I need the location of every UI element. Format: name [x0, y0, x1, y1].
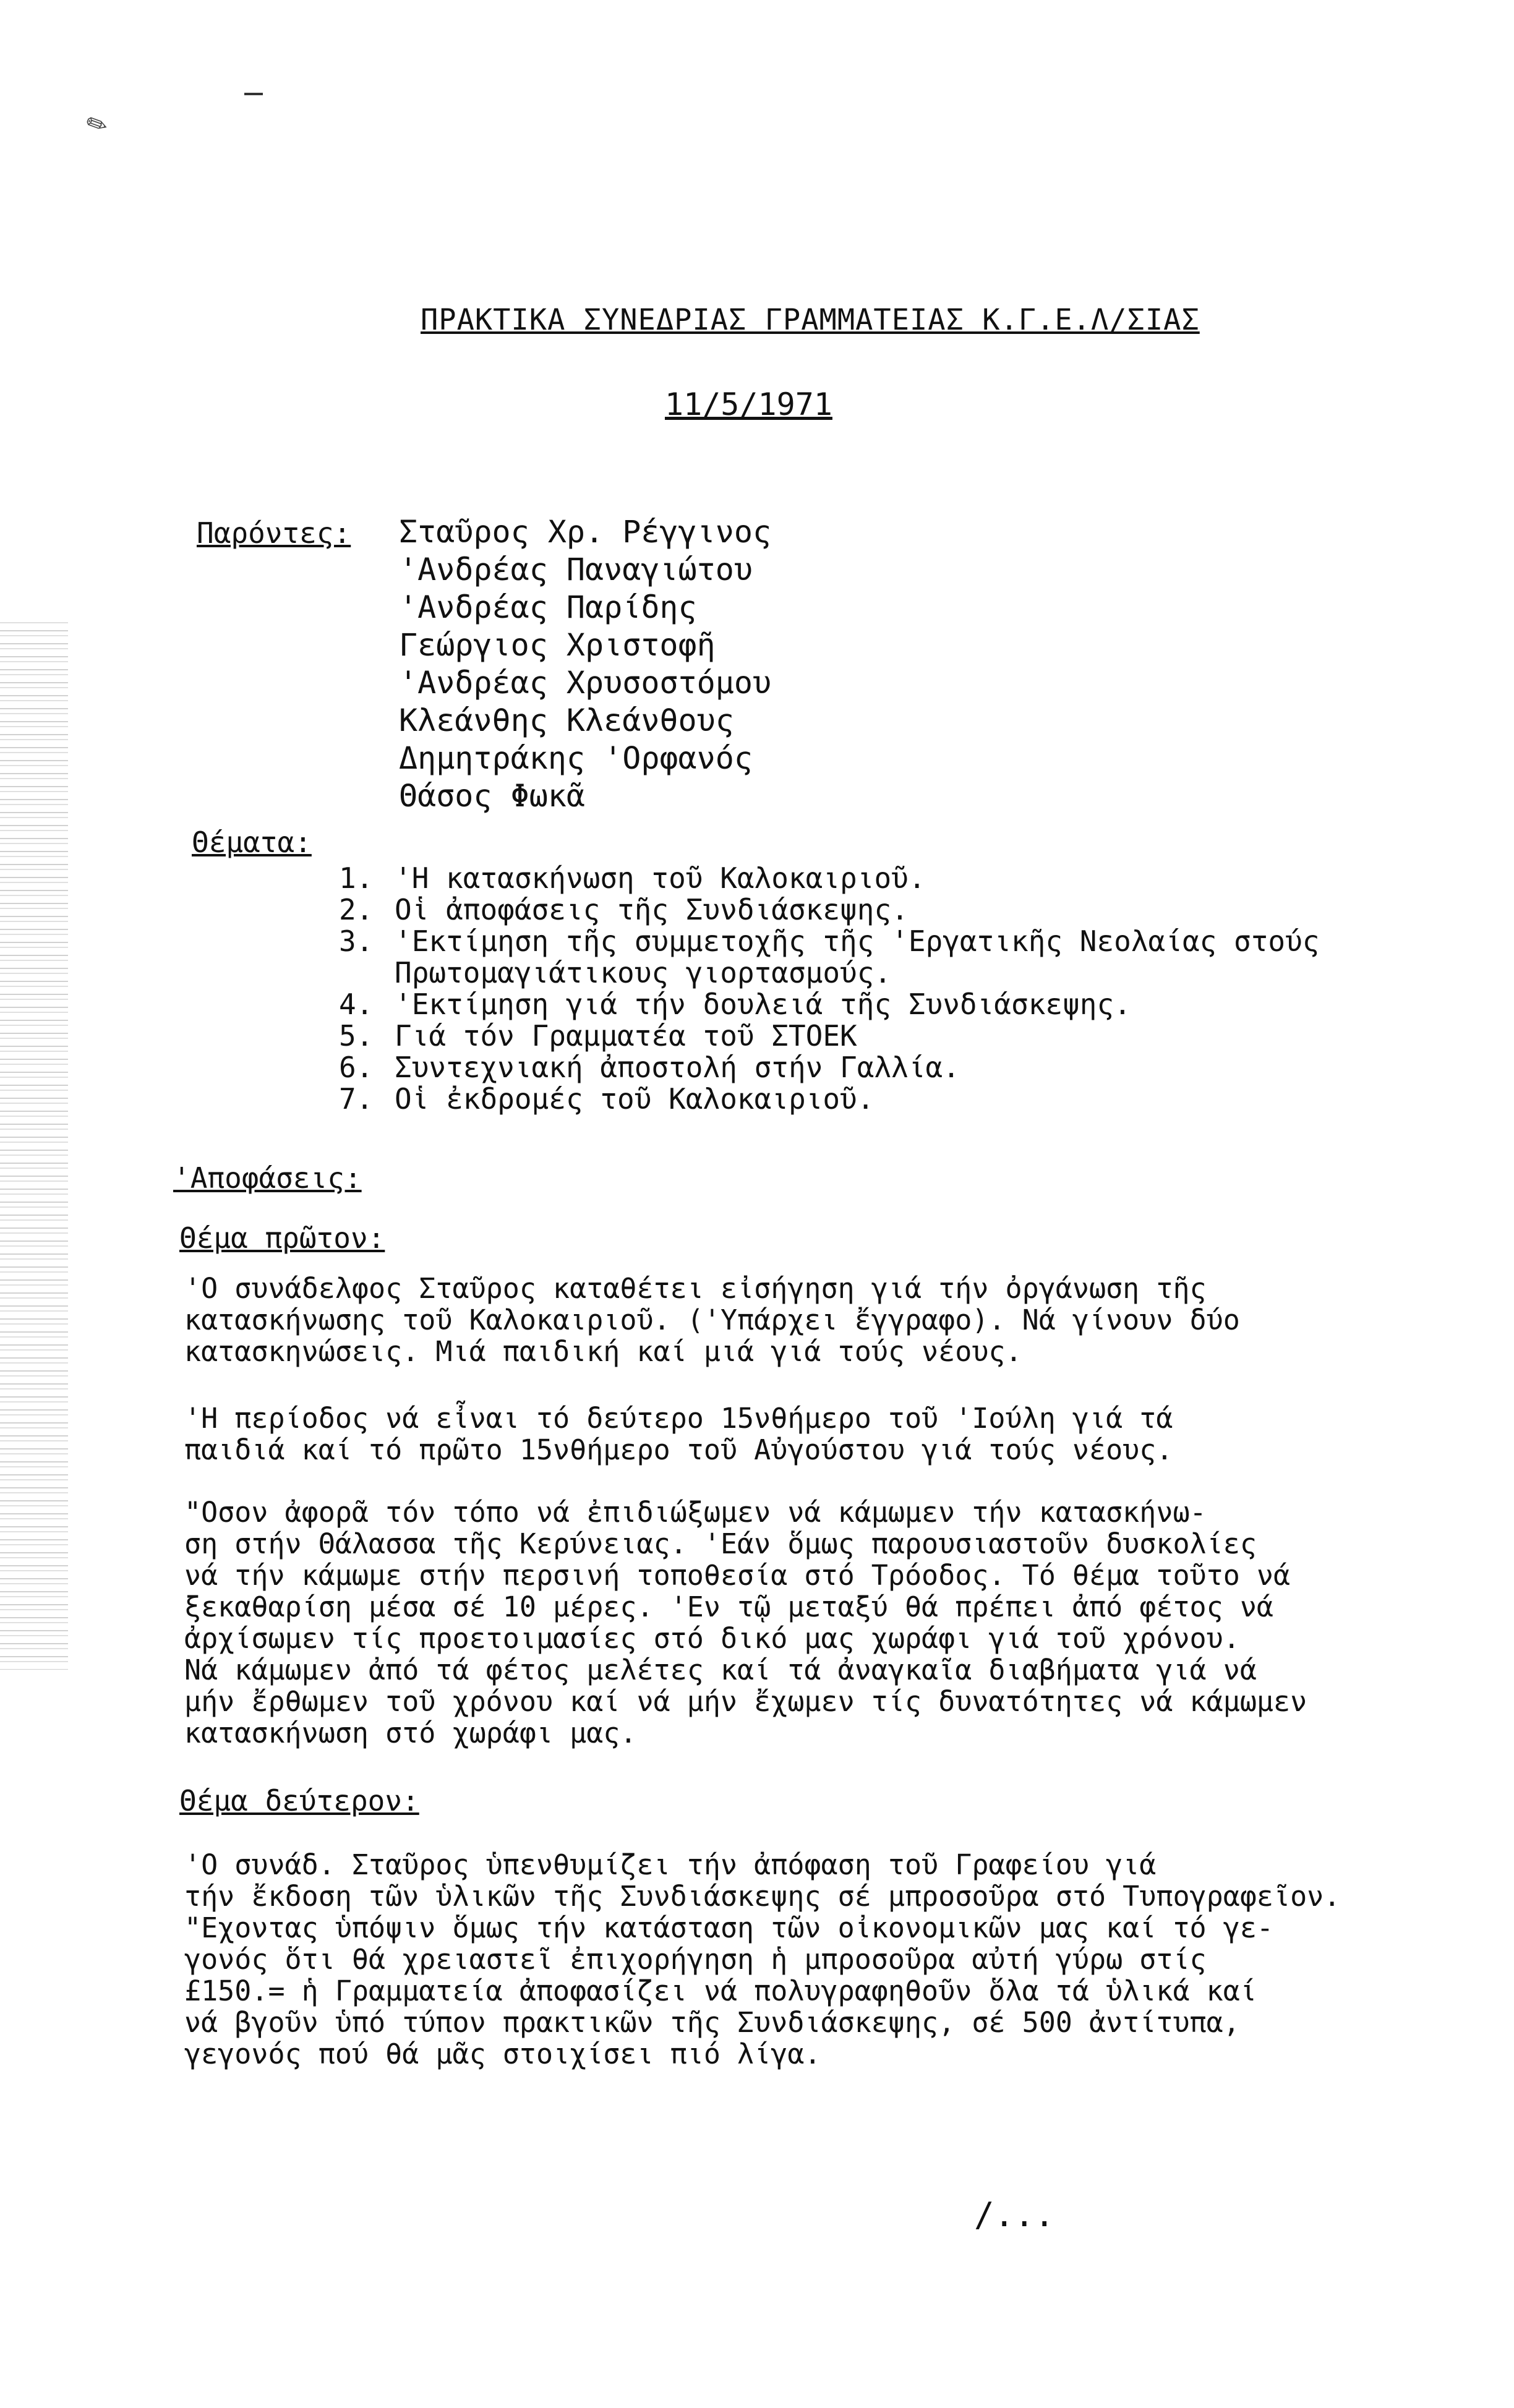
- scan-dash-mark: [244, 93, 263, 95]
- handwritten-mark: ✎: [80, 103, 112, 143]
- decisions-label: 'Αποφάσεις:: [173, 1161, 362, 1195]
- attendee: Θάσος Φωκᾶ: [399, 778, 586, 814]
- topic-item: 6. Συντεχνιακή ἀποστολή στήν Γαλλία.: [339, 1051, 960, 1084]
- topics-label: Θέματα:: [192, 826, 312, 859]
- scan-edge-noise: [0, 618, 68, 1670]
- attendee: Δημητράκης 'Ορφανός: [399, 740, 753, 776]
- attendee: 'Ανδρέας Παρίδης: [399, 589, 697, 625]
- continuation-mark: /...: [974, 2195, 1055, 2234]
- paragraph-conference-materials: 'Ο συνάδ. Σταῦρος ὑπενθυμίζει τήν ἀπόφαση τοῦ Γραφείου γιά τήν ἔκδοση τῶν ὑλικῶν τῆς Συνδιάσκεψης σέ μπροσοῦρα στό Τυπογραφεῖον. "Εχοντας ὑπόψιν ὅμως τήν κατάσταση τῶν οἰκονομικῶν μας καί τό γε- γονός ὅτι θά χρειαστεῖ ἐπιχορήγηση ἡ μπροσοῦρα αὐτή γύρω στίς £150.= ἡ Γραμματεία ἀποφασίζει νά πολυγραφηθοῦν ὅλα τά ὑλικά καί νά βγοῦν ὑπό τύπον πρακτικῶν τῆς Συνδιάσκεψης, σέ 500 ἀντίτυπα, γεγονός πού θά μᾶς στοιχίσει πιό λίγα.: [184, 1848, 1341, 2070]
- topic-item: 5. Γιά τόν Γραμματέα τοῦ ΣΤΟΕΚ: [339, 1019, 857, 1052]
- attendee: 'Ανδρέας Παναγιώτου: [399, 552, 753, 587]
- attendee: Κλεάνθης Κλεάνθους: [399, 702, 734, 738]
- topic-item: 1. 'Η κατασκήνωση τοῦ Καλοκαιριοῦ.: [339, 861, 926, 895]
- document-title: ΠΡΑΚΤΙΚΑ ΣΥΝΕΔΡΙΑΣ ΓΡΑΜΜΑΤΕΙΑΣ Κ.Γ.Ε.Λ/ΣΙΑΣ: [421, 303, 1200, 337]
- present-label: Παρόντες:: [197, 516, 351, 550]
- attendee: Γεώργιος Χριστοφῆ: [399, 627, 716, 663]
- topics-list: [339, 863, 1320, 1115]
- attendee: 'Ανδρέας Χρυσοστόμου: [399, 665, 772, 701]
- topic-item: 7. Οἱ ἐκδρομές τοῦ Καλοκαιριοῦ.: [339, 1082, 875, 1116]
- topic2-heading: Θέμα δεύτερον:: [179, 1784, 419, 1817]
- paragraph-camp-proposal: 'Ο συνάδελφος Σταῦρος καταθέτει εἰσήγηση γιά τήν ὀργάνωση τῆς κατασκήνωσης τοῦ Καλοκαιριοῦ. ('Υπάρχει ἔγγραφο). Νά γίνουν δύο κατασκηνώσεις. Μιά παιδική καί μιά γιά τούς νέους.: [184, 1272, 1240, 1368]
- attendees-list: [399, 513, 771, 815]
- topic-item: 4. 'Εκτίμηση γιά τήν δουλειά τῆς Συνδιάσκεψης.: [339, 988, 1131, 1021]
- paragraph-camp-location: "Οσον ἀφορᾶ τόν τόπο νά ἐπιδιώξωμεν νά κάμωμεν τήν κατασκήνω- ση στήν Θάλασσα τῆς Κερύνειας. 'Εάν ὅμως παρουσιαστοῦν δυσκολίες νά τήν κάμωμε στήν περσινή τοποθεσία στό Τρόοδος. Τό θέμα τοῦτο νά ξεκαθαρίση μέσα σέ 10 μέρες. 'Εν τῷ μεταξύ θά πρέπει ἀπό φέτος νά ἀρχίσωμεν τίς προετοιμασίες στό δικό μας χωράφι γιά τοῦ χρόνου. Νά κάμωμεν ἀπό τά φέτος μελέτες καί τά ἀναγκαῖα διαβήματα γιά νά μήν ἔρθωμεν τοῦ χρόνου καί νά μήν ἔχωμεν τίς δυνατότητες νά κάμωμεν κατασκήνωση στό χωράφι μας.: [184, 1496, 1307, 1749]
- paragraph-camp-period: 'Η περίοδος νά εἶναι τό δεύτερο 15νθήμερο τοῦ 'Ιούλη γιά τά παιδιά καί τό πρῶτο 15νθήμερο τοῦ Αὐγούστου γιά τούς νέους.: [184, 1402, 1173, 1466]
- topic-item: 2. Οἱ ἀποφάσεις τῆς Συνδιάσκεψης.: [339, 893, 909, 926]
- topic1-heading: Θέμα πρῶτον:: [179, 1221, 385, 1255]
- document-date: 11/5/1971: [665, 386, 832, 422]
- topic-item: 3. 'Εκτίμηση τῆς συμμετοχῆς τῆς 'Εργατικῆς Νεολαίας στούς Πρωτομαγιάτικους γιορτασμούς.: [339, 924, 1320, 989]
- attendee: Σταῦρος Χρ. Ρέγγινος: [399, 514, 772, 550]
